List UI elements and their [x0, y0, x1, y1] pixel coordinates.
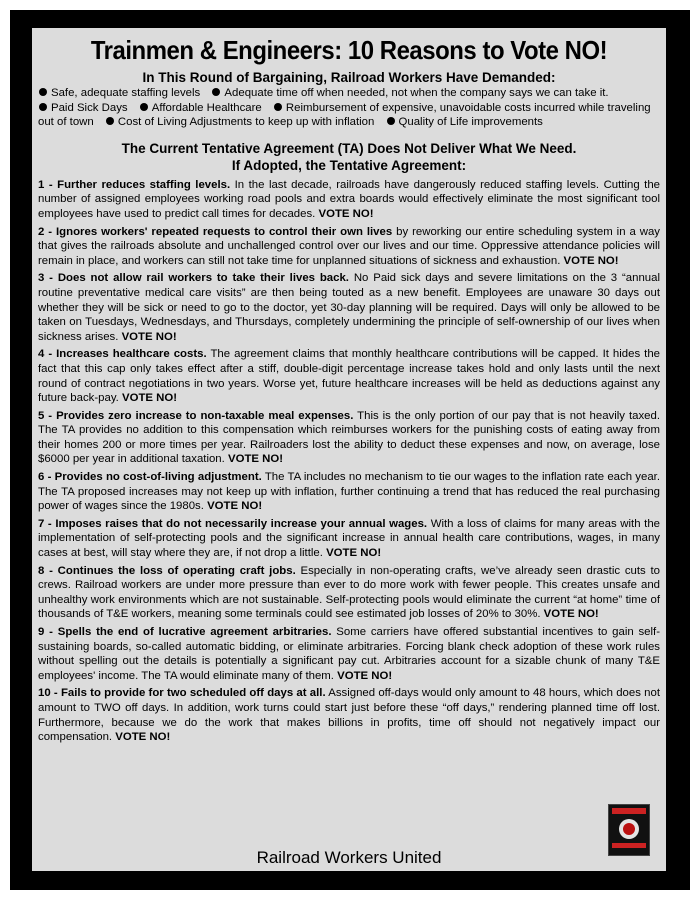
reason-item	[38, 517, 660, 561]
black-border-frame	[10, 10, 690, 890]
reason-item	[38, 625, 660, 683]
reason-heading: 6 - Provides no cost-of-living adjustment.	[38, 471, 262, 484]
reason-item	[38, 686, 660, 744]
reason-body: by reworking our entire scheduling system in a way that gives the railroads absolute and unchallenged control over our lives and our time. Oppressive attendance policies will remain in place, and workers can still not take time for unplanned situations of sickness and exhaustion.	[38, 225, 661, 267]
reason-heading: 4 - Increases healthcare costs.	[38, 348, 207, 361]
reason-heading: 1 - Further reduces staffing levels.	[38, 178, 231, 191]
reason-body: The agreement claims that monthly healthcare contributions will be capped. It hides the fact that this cap only takes effect after a stiff, double-digit percentage increase takes hold and only lasts until the next round of contract negotiations in two years. Worse yet, future healthcare increases will be held as deductions against any future back-pay.	[38, 348, 660, 405]
bullet-icon	[387, 117, 395, 125]
demand-item: Adequate time off when needed, not when the company says we can take it.	[224, 87, 609, 99]
bullet-icon	[106, 117, 114, 125]
vote-no-label: VOTE NO!	[121, 330, 177, 343]
ta-heading-line2: If Adopted, the Tentative Agreement:	[231, 157, 467, 173]
ta-heading-line1: The Current Tentative Agreement (TA) Does Not Deliver What We Need.	[121, 140, 577, 156]
demands-heading: In This Round of Bargaining, Railroad Workers Have Demanded:	[142, 70, 556, 85]
reason-body: In the last decade, railroads have dangerously reduced staffing levels. Cutting the number of assigned employees working road pools and extra boards would effectively eliminate the most significant tool employees have used to predict call times for decades.	[38, 178, 660, 220]
bullet-icon	[140, 103, 148, 111]
vote-no-label: VOTE NO!	[122, 392, 178, 405]
reason-body: No Paid sick days and severe limitations on the 3 “annual routine preventative medical care visits” are then being touted as a new benefit. Employees are unaware 30 days out whether they will be sick or need to go to the doctor, yet 30-day planning will be required. Days will only be allowed to be taken on Tuesdays, Wednesdays, and Thursdays, completely undermining the principle of self-ownership of our lives when sickness arises.	[38, 272, 660, 343]
demand-item: Paid Sick Days	[51, 101, 128, 114]
reason-body: Some carriers have offered substantial incentives to gain self-sustaining boards, so-called automatic bidding, or eliminate arbitraries. Forcing blank check adoption of these work rules without spelling out the details is potentially a significant pay cut. Arbitraries account for a sizable chunk of many T&E employees' income. The TA would eliminate many of them.	[38, 626, 661, 682]
flyer-content	[38, 34, 660, 748]
demands-list	[38, 86, 660, 130]
bullet-icon	[274, 103, 282, 111]
vote-no-label: VOTE NO!	[227, 453, 284, 466]
demand-item: Safe, adequate staffing levels	[51, 87, 201, 99]
reason-heading: 7 - Imposes raises that do not necessarily increase your annual wages.	[38, 517, 428, 530]
reason-item	[38, 271, 660, 344]
reason-item	[38, 409, 660, 467]
flyer-panel	[32, 28, 666, 871]
demand-item: Affordable Healthcare	[151, 101, 262, 114]
reason-item	[38, 564, 660, 622]
reason-body: With a loss of claims for many areas with the implementation of self-protecting pools and the significant increase in annual health care contributions, wages, in many cases at best, will stay where they are, if not drop a little.	[38, 517, 660, 560]
reason-body: Especially in non-operating crafts, we’ve already seen drastic cuts to crews. Railroad workers are under more pressure than ever to do more work with fewer people. This creates unsafe and unhealthy work environments which are not sustainable. Self-protecting pools would eliminate the current “at home” time of thousands of T&E workers, meaning some terminals could see estimated job losses of 20% to 30%.	[38, 564, 660, 621]
reason-heading: 2 - Ignores workers' repeated requests to control their own lives	[38, 225, 393, 238]
vote-no-label: VOTE NO!	[115, 731, 171, 744]
reason-heading: 10 - Fails to provide for two scheduled off days at all.	[38, 687, 326, 700]
reason-item	[38, 470, 660, 514]
vote-no-label: VOTE NO!	[337, 669, 393, 682]
reason-body: The TA includes no mechanism to tie our wages to the inflation rate each year. The TA proposed increases may not keep up with inflation, further continuing a trend that has reduced the real purchasing power of wages since the 1980s.	[38, 471, 660, 513]
bullet-icon	[39, 88, 47, 96]
reason-body: Assigned off-days would only amount to 48 hours, which does not amount to TWO off days. In addition, work turns could start just before these “off days,” rendering planned time off lost. Furthermore, because we do the work that makes billions in profits, time off should not negatively impact our compensation.	[38, 687, 660, 744]
vote-no-label: VOTE NO!	[543, 608, 599, 621]
reason-item	[38, 225, 660, 269]
demand-item: Cost of Living Adjustments to keep up with inflation	[117, 116, 375, 129]
reason-body: This is the only portion of our pay that is not heavily taxed. The TA provides no addition to this compensation which reimburses workers for the punishing costs of eating away from their homes 200 or more times per year. Railroaders lost the ability to deduct these expenses and now, on average, lose $6000 per year in additional taxation.	[38, 409, 660, 466]
signature-org-name: Railroad Workers United	[256, 848, 442, 867]
vote-no-label: VOTE NO!	[318, 207, 374, 220]
reason-item	[38, 178, 660, 222]
vote-no-label: VOTE NO!	[207, 500, 263, 513]
demand-item: Reimbursement of expensive, unavoidable costs incurred while traveling out of town	[38, 101, 651, 129]
bullet-icon	[212, 88, 220, 96]
vote-no-label: VOTE NO!	[563, 254, 619, 267]
reason-heading: 9 - Spells the end of lucrative agreement arbitraries.	[38, 626, 332, 638]
reason-heading: 8 - Continues the loss of operating craft jobs.	[38, 564, 296, 577]
demand-item: Quality of Life improvements	[398, 116, 543, 129]
vote-no-label: VOTE NO!	[326, 547, 382, 560]
flyer-title: Trainmen & Engineers: 10 Reasons to Vote NO!	[90, 35, 608, 65]
bullet-icon	[39, 103, 47, 111]
reason-item	[38, 347, 660, 405]
reason-heading: 5 - Provides zero increase to non-taxable meal expenses.	[38, 409, 354, 422]
railroad-workers-united-logo-icon	[608, 804, 650, 856]
reason-heading: 3 - Does not allow rail workers to take their lives back.	[38, 272, 349, 285]
